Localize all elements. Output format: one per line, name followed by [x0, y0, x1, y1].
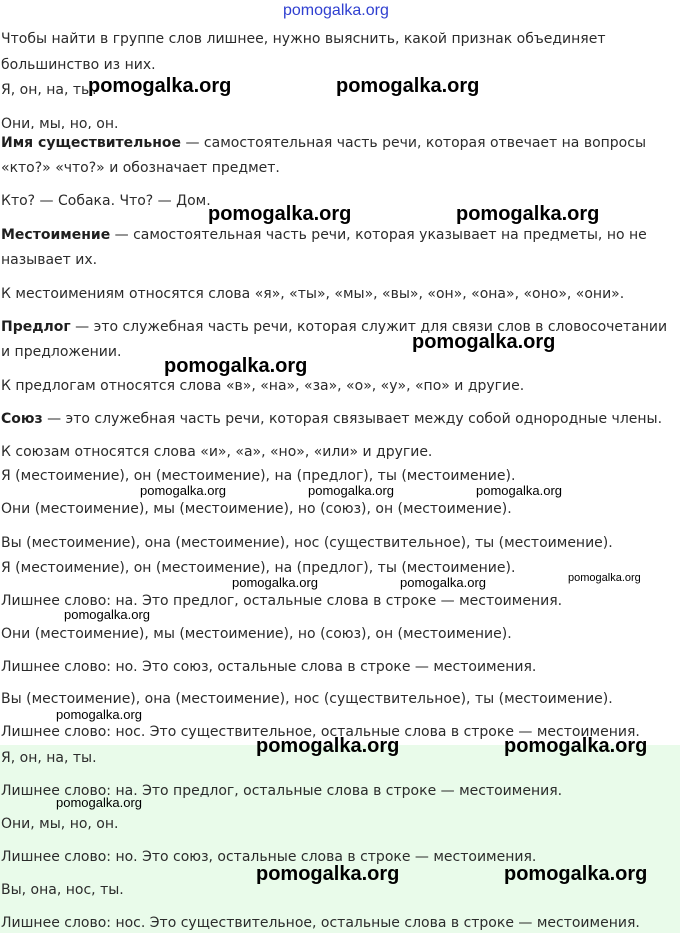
- conjunction-definition-text: — это служебная часть речи, которая связывает между собой однородные члены.: [42, 411, 663, 427]
- pronoun-list: К местоимениям относятся слова «я», «ты», «мы», «вы», «он», «она», «оно», «они».: [1, 286, 625, 302]
- watermark[interactable]: pomogalka.org: [308, 483, 394, 498]
- preposition-term: Предлог: [1, 319, 71, 335]
- answer-row-6: Лишнее слово: нос. Это существительное, остальные слова в строке — местоимения.: [1, 915, 640, 931]
- intro-line-1: Чтобы найти в группе слов лишнее, нужно выяснить, какой признак объединяет: [1, 31, 606, 47]
- analysis-line-2: Они (местоимение), мы (местоимение), но (союз), он (местоимение).: [1, 501, 512, 517]
- noun-definition-line-1: [1, 134, 646, 152]
- watermark[interactable]: pomogalka.org: [64, 607, 150, 622]
- watermark[interactable]: pomogalka.org: [504, 863, 648, 885]
- analysis-line-9: Лишнее слово: нос. Это существительное, остальные слова в строке — местоимения.: [1, 724, 640, 740]
- word-row-2: Они, мы, но, он.: [1, 116, 119, 129]
- watermark[interactable]: pomogalka.org: [476, 483, 562, 498]
- answer-row-4: Лишнее слово: но. Это союз, остальные слова в строке — местоимения.: [1, 849, 537, 865]
- answer-row-1: Я, он, на, ты.: [1, 750, 97, 766]
- noun-definition-line-2: «кто?» «что?» и обозначает предмет.: [1, 160, 280, 176]
- watermark[interactable]: pomogalka.org: [400, 575, 486, 590]
- intro-line-2: большинство из них.: [1, 57, 156, 73]
- preposition-list: К предлогам относятся слова «в», «на», «за», «о», «у», «по» и другие.: [1, 378, 525, 394]
- noun-example: Кто? — Собака. Что? — Дом.: [1, 193, 211, 209]
- analysis-line-7: Лишнее слово: но. Это союз, остальные слова в строке — местоимения.: [1, 659, 537, 675]
- watermark[interactable]: pomogalka.org: [336, 75, 480, 97]
- analysis-line-5: Лишнее слово: на. Это предлог, остальные слова в строке — местоимения.: [1, 593, 563, 609]
- watermark[interactable]: pomogalka.org: [568, 572, 641, 584]
- word-row-1: Я, он, на, ты.: [1, 82, 97, 98]
- watermark[interactable]: pomogalka.org: [456, 203, 600, 225]
- analysis-line-6: Они (местоимение), мы (местоимение), но (союз), он (местоимение).: [1, 626, 512, 642]
- watermark[interactable]: pomogalka.org: [208, 203, 352, 225]
- watermark[interactable]: pomogalka.org: [412, 331, 556, 353]
- conjunction-definition: [1, 410, 662, 428]
- watermark[interactable]: pomogalka.org: [56, 707, 142, 722]
- conjunction-list: К союзам относятся слова «и», «а», «но», «или» и другие.: [1, 444, 433, 460]
- watermark[interactable]: pomogalka.org: [164, 355, 308, 377]
- preposition-definition-text: — это служебная часть речи, которая служит для связи слов в словосочетании: [70, 319, 668, 335]
- watermark[interactable]: pomogalka.org: [504, 735, 648, 757]
- pronoun-definition-line-1: [1, 226, 647, 244]
- watermark[interactable]: pomogalka.org: [140, 483, 226, 498]
- analysis-line-8: Вы (местоимение), она (местоимение), нос (существительное), ты (местоимение).: [1, 691, 613, 707]
- header-watermark[interactable]: pomogalka.org: [283, 2, 389, 19]
- noun-term: Имя существительное: [1, 135, 182, 151]
- preposition-definition-line-2: и предложении.: [1, 344, 122, 360]
- answer-row-2: Лишнее слово: на. Это предлог, остальные слова в строке — местоимения.: [1, 783, 563, 799]
- answer-row-5: Вы, она, нос, ты.: [1, 882, 124, 898]
- watermark[interactable]: pomogalka.org: [88, 75, 232, 97]
- preposition-definition-line-1: [1, 318, 667, 336]
- answer-block-background: [0, 745, 680, 933]
- pronoun-term: Местоимение: [1, 227, 111, 243]
- conjunction-term: Союз: [1, 411, 43, 427]
- watermark[interactable]: pomogalka.org: [256, 863, 400, 885]
- pronoun-definition-text: — самостоятельная часть речи, которая указывает на предметы, но не: [110, 227, 647, 243]
- noun-definition-text: — самостоятельная часть речи, которая отвечает на вопросы: [181, 135, 646, 151]
- watermark[interactable]: pomogalka.org: [232, 575, 318, 590]
- analysis-line-4: Я (местоимение), он (местоимение), на (предлог), ты (местоимение).: [1, 560, 516, 576]
- watermark[interactable]: pomogalka.org: [256, 735, 400, 757]
- watermark[interactable]: pomogalka.org: [56, 795, 142, 810]
- pronoun-definition-line-2: называет их.: [1, 252, 98, 268]
- analysis-line-3: Вы (местоимение), она (местоимение), нос (существительное), ты (местоимение).: [1, 535, 613, 551]
- answer-row-3: Они, мы, но, он.: [1, 816, 119, 832]
- analysis-line-1: Я (местоимение), он (местоимение), на (предлог), ты (местоимение).: [1, 468, 516, 484]
